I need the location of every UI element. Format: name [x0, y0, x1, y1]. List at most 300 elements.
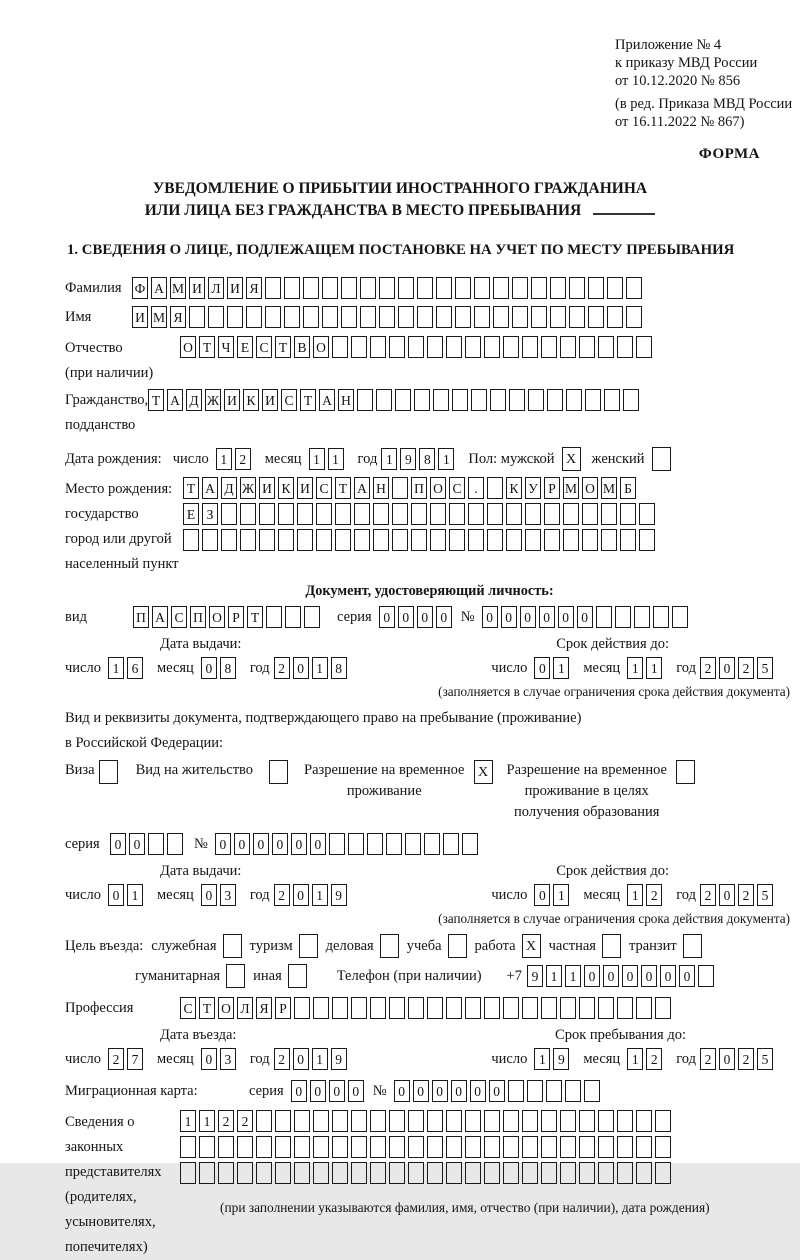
char-box[interactable]: А — [354, 477, 370, 499]
char-box[interactable] — [370, 336, 386, 358]
char-box[interactable] — [584, 1080, 600, 1102]
char-box[interactable]: 0 — [603, 965, 619, 987]
char-box[interactable] — [601, 503, 617, 525]
char-box[interactable]: 0 — [201, 884, 217, 906]
char-box[interactable]: Ж — [205, 389, 221, 411]
char-box[interactable]: Н — [373, 477, 389, 499]
char-box[interactable] — [278, 503, 294, 525]
purpose-option-checkbox[interactable] — [299, 934, 318, 958]
char-box[interactable]: Д — [186, 389, 202, 411]
char-box[interactable] — [427, 336, 443, 358]
char-box[interactable] — [332, 336, 348, 358]
char-box[interactable] — [672, 606, 688, 628]
char-box[interactable] — [565, 1080, 581, 1102]
char-box[interactable]: Т — [183, 477, 199, 499]
char-box[interactable] — [596, 606, 612, 628]
purpose-option-checkbox[interactable]: X — [522, 934, 541, 958]
char-box[interactable] — [266, 606, 282, 628]
char-box[interactable]: 1 — [627, 657, 643, 679]
char-box[interactable] — [199, 1136, 215, 1158]
char-box[interactable]: 1 — [627, 884, 643, 906]
char-box[interactable] — [237, 1136, 253, 1158]
char-box[interactable]: Б — [620, 477, 636, 499]
char-box[interactable]: 9 — [527, 965, 543, 987]
char-box[interactable]: А — [152, 606, 168, 628]
char-box[interactable] — [297, 503, 313, 525]
char-box[interactable]: Р — [228, 606, 244, 628]
char-box[interactable] — [626, 277, 642, 299]
char-box[interactable]: С — [180, 997, 196, 1019]
char-box[interactable] — [655, 1110, 671, 1132]
char-box[interactable] — [525, 503, 541, 525]
char-box[interactable] — [237, 1162, 253, 1184]
char-box[interactable] — [392, 503, 408, 525]
char-box[interactable]: Т — [247, 606, 263, 628]
char-box[interactable]: И — [259, 477, 275, 499]
char-box[interactable] — [335, 503, 351, 525]
char-box[interactable]: Ж — [240, 477, 256, 499]
char-box[interactable]: 0 — [436, 606, 452, 628]
char-box[interactable] — [370, 997, 386, 1019]
char-box[interactable] — [503, 336, 519, 358]
char-box[interactable]: Е — [183, 503, 199, 525]
char-box[interactable] — [294, 997, 310, 1019]
char-box[interactable] — [598, 997, 614, 1019]
char-box[interactable] — [544, 529, 560, 551]
char-box[interactable]: 0 — [253, 833, 269, 855]
char-box[interactable] — [620, 529, 636, 551]
char-box[interactable] — [465, 997, 481, 1019]
char-box[interactable] — [316, 503, 332, 525]
char-box[interactable] — [351, 1110, 367, 1132]
char-box[interactable] — [180, 1136, 196, 1158]
char-box[interactable] — [582, 503, 598, 525]
char-box[interactable] — [468, 503, 484, 525]
char-box[interactable]: 2 — [235, 448, 251, 470]
char-box[interactable] — [465, 1136, 481, 1158]
char-box[interactable] — [617, 1162, 633, 1184]
char-box[interactable] — [522, 1162, 538, 1184]
char-box[interactable] — [427, 1136, 443, 1158]
char-box[interactable] — [484, 1162, 500, 1184]
char-box[interactable] — [357, 389, 373, 411]
char-box[interactable]: 2 — [274, 1048, 290, 1070]
char-box[interactable] — [446, 1162, 462, 1184]
char-box[interactable]: 0 — [534, 657, 550, 679]
char-box[interactable] — [484, 336, 500, 358]
char-box[interactable] — [579, 997, 595, 1019]
char-box[interactable] — [522, 1110, 538, 1132]
char-box[interactable]: Ф — [132, 277, 148, 299]
char-box[interactable]: 1 — [312, 884, 328, 906]
male-checkbox[interactable]: X — [562, 447, 581, 471]
char-box[interactable]: Л — [208, 277, 224, 299]
char-box[interactable] — [398, 277, 414, 299]
char-box[interactable]: 2 — [700, 657, 716, 679]
char-box[interactable]: О — [218, 997, 234, 1019]
char-box[interactable]: 0 — [660, 965, 676, 987]
char-box[interactable] — [180, 1162, 196, 1184]
char-box[interactable] — [411, 503, 427, 525]
residence-permit-checkbox[interactable] — [269, 760, 288, 784]
char-box[interactable] — [395, 389, 411, 411]
char-box[interactable] — [329, 833, 345, 855]
char-box[interactable] — [408, 1110, 424, 1132]
char-box[interactable] — [446, 1110, 462, 1132]
char-box[interactable] — [550, 306, 566, 328]
char-box[interactable] — [531, 277, 547, 299]
char-box[interactable]: 0 — [329, 1080, 345, 1102]
char-box[interactable] — [634, 606, 650, 628]
char-box[interactable]: 9 — [331, 1048, 347, 1070]
char-box[interactable] — [411, 529, 427, 551]
char-box[interactable]: 1 — [565, 965, 581, 987]
temp-residence-education-checkbox[interactable] — [676, 760, 695, 784]
char-box[interactable] — [588, 306, 604, 328]
char-box[interactable] — [623, 389, 639, 411]
char-box[interactable]: 1 — [180, 1110, 196, 1132]
char-box[interactable]: 0 — [201, 657, 217, 679]
char-box[interactable]: 1 — [553, 884, 569, 906]
char-box[interactable] — [487, 529, 503, 551]
char-box[interactable]: . — [468, 477, 484, 499]
char-box[interactable] — [259, 503, 275, 525]
char-box[interactable] — [582, 529, 598, 551]
char-box[interactable]: Д — [221, 477, 237, 499]
char-box[interactable] — [218, 1162, 234, 1184]
char-box[interactable] — [636, 336, 652, 358]
char-box[interactable]: Т — [199, 336, 215, 358]
char-box[interactable] — [417, 277, 433, 299]
char-box[interactable] — [527, 1080, 543, 1102]
char-box[interactable] — [386, 833, 402, 855]
char-box[interactable]: 0 — [679, 965, 695, 987]
purpose-option-checkbox[interactable] — [602, 934, 621, 958]
char-box[interactable]: 2 — [738, 1048, 754, 1070]
char-box[interactable] — [617, 336, 633, 358]
char-box[interactable] — [487, 503, 503, 525]
char-box[interactable] — [427, 1110, 443, 1132]
char-box[interactable]: С — [171, 606, 187, 628]
char-box[interactable] — [360, 306, 376, 328]
char-box[interactable] — [653, 606, 669, 628]
char-box[interactable]: А — [167, 389, 183, 411]
char-box[interactable] — [294, 1110, 310, 1132]
char-box[interactable] — [490, 389, 506, 411]
char-box[interactable]: 7 — [127, 1048, 143, 1070]
char-box[interactable] — [484, 1110, 500, 1132]
char-box[interactable]: А — [151, 277, 167, 299]
purpose-option-checkbox[interactable] — [288, 964, 307, 988]
char-box[interactable]: Я — [170, 306, 186, 328]
char-box[interactable] — [560, 997, 576, 1019]
char-box[interactable] — [379, 277, 395, 299]
char-box[interactable] — [294, 1136, 310, 1158]
char-box[interactable]: 1 — [312, 657, 328, 679]
char-box[interactable]: 9 — [553, 1048, 569, 1070]
char-box[interactable] — [389, 336, 405, 358]
char-box[interactable]: З — [202, 503, 218, 525]
char-box[interactable] — [417, 306, 433, 328]
char-box[interactable] — [389, 1162, 405, 1184]
char-box[interactable]: 0 — [539, 606, 555, 628]
char-box[interactable]: 2 — [274, 884, 290, 906]
char-box[interactable]: К — [278, 477, 294, 499]
char-box[interactable] — [256, 1162, 272, 1184]
char-box[interactable]: Т — [275, 336, 291, 358]
char-box[interactable]: 8 — [419, 448, 435, 470]
char-box[interactable] — [392, 477, 408, 499]
char-box[interactable] — [304, 606, 320, 628]
char-box[interactable] — [585, 389, 601, 411]
char-box[interactable]: 0 — [293, 1048, 309, 1070]
char-box[interactable] — [275, 1110, 291, 1132]
char-box[interactable] — [579, 1110, 595, 1132]
char-box[interactable]: 1 — [546, 965, 562, 987]
char-box[interactable] — [541, 1136, 557, 1158]
char-box[interactable] — [639, 529, 655, 551]
char-box[interactable] — [221, 503, 237, 525]
char-box[interactable]: 0 — [641, 965, 657, 987]
char-box[interactable]: С — [281, 389, 297, 411]
char-box[interactable] — [639, 503, 655, 525]
char-box[interactable] — [449, 529, 465, 551]
char-box[interactable]: 0 — [291, 833, 307, 855]
char-box[interactable]: 2 — [646, 1048, 662, 1070]
char-box[interactable] — [259, 529, 275, 551]
char-box[interactable]: П — [133, 606, 149, 628]
char-box[interactable] — [449, 503, 465, 525]
char-box[interactable] — [427, 997, 443, 1019]
char-box[interactable]: 0 — [310, 1080, 326, 1102]
char-box[interactable] — [522, 1136, 538, 1158]
char-box[interactable]: 6 — [127, 657, 143, 679]
char-box[interactable] — [655, 997, 671, 1019]
char-box[interactable] — [208, 306, 224, 328]
char-box[interactable]: 0 — [470, 1080, 486, 1102]
char-box[interactable]: Р — [544, 477, 560, 499]
char-box[interactable] — [579, 1162, 595, 1184]
char-box[interactable] — [189, 306, 205, 328]
char-box[interactable]: Я — [256, 997, 272, 1019]
char-box[interactable] — [408, 1136, 424, 1158]
char-box[interactable]: Т — [300, 389, 316, 411]
char-box[interactable] — [408, 1162, 424, 1184]
char-box[interactable] — [367, 833, 383, 855]
char-box[interactable] — [392, 529, 408, 551]
char-box[interactable] — [297, 529, 313, 551]
char-box[interactable] — [313, 1162, 329, 1184]
char-box[interactable]: И — [132, 306, 148, 328]
char-box[interactable] — [636, 1162, 652, 1184]
char-box[interactable] — [509, 389, 525, 411]
char-box[interactable] — [332, 1136, 348, 1158]
char-box[interactable] — [265, 277, 281, 299]
char-box[interactable] — [278, 529, 294, 551]
char-box[interactable] — [256, 1136, 272, 1158]
char-box[interactable] — [598, 1110, 614, 1132]
char-box[interactable]: 0 — [432, 1080, 448, 1102]
char-box[interactable]: 0 — [558, 606, 574, 628]
char-box[interactable]: 2 — [108, 1048, 124, 1070]
purpose-option-checkbox[interactable] — [223, 934, 242, 958]
char-box[interactable]: К — [243, 389, 259, 411]
char-box[interactable] — [240, 529, 256, 551]
char-box[interactable] — [598, 1162, 614, 1184]
char-box[interactable] — [563, 529, 579, 551]
char-box[interactable] — [332, 997, 348, 1019]
char-box[interactable] — [446, 997, 462, 1019]
char-box[interactable] — [294, 1162, 310, 1184]
char-box[interactable] — [275, 1162, 291, 1184]
char-box[interactable] — [569, 277, 585, 299]
char-box[interactable] — [474, 306, 490, 328]
char-box[interactable] — [433, 389, 449, 411]
char-box[interactable]: Е — [237, 336, 253, 358]
char-box[interactable] — [560, 1110, 576, 1132]
char-box[interactable]: 0 — [291, 1080, 307, 1102]
char-box[interactable] — [322, 277, 338, 299]
char-box[interactable] — [506, 503, 522, 525]
char-box[interactable]: Т — [335, 477, 351, 499]
char-box[interactable]: С — [449, 477, 465, 499]
char-box[interactable]: 1 — [216, 448, 232, 470]
char-box[interactable]: Р — [275, 997, 291, 1019]
char-box[interactable] — [620, 503, 636, 525]
char-box[interactable]: 0 — [719, 657, 735, 679]
char-box[interactable] — [541, 1110, 557, 1132]
char-box[interactable] — [506, 529, 522, 551]
char-box[interactable] — [354, 529, 370, 551]
char-box[interactable]: 1 — [534, 1048, 550, 1070]
char-box[interactable]: 1 — [381, 448, 397, 470]
char-box[interactable] — [598, 1136, 614, 1158]
char-box[interactable] — [354, 503, 370, 525]
char-box[interactable]: 0 — [501, 606, 517, 628]
char-box[interactable] — [351, 1136, 367, 1158]
char-box[interactable] — [607, 306, 623, 328]
char-box[interactable] — [465, 1162, 481, 1184]
char-box[interactable] — [604, 389, 620, 411]
char-box[interactable] — [566, 389, 582, 411]
char-box[interactable]: 5 — [757, 657, 773, 679]
char-box[interactable] — [522, 997, 538, 1019]
char-box[interactable] — [332, 1110, 348, 1132]
char-box[interactable]: И — [297, 477, 313, 499]
char-box[interactable]: М — [563, 477, 579, 499]
char-box[interactable] — [569, 306, 585, 328]
char-box[interactable] — [443, 833, 459, 855]
char-box[interactable] — [183, 529, 199, 551]
char-box[interactable]: 0 — [622, 965, 638, 987]
char-box[interactable]: 0 — [584, 965, 600, 987]
char-box[interactable] — [379, 306, 395, 328]
char-box[interactable] — [313, 1110, 329, 1132]
char-box[interactable] — [474, 277, 490, 299]
char-box[interactable]: 1 — [127, 884, 143, 906]
char-box[interactable]: 0 — [413, 1080, 429, 1102]
char-box[interactable] — [240, 503, 256, 525]
char-box[interactable] — [265, 306, 281, 328]
char-box[interactable] — [560, 336, 576, 358]
char-box[interactable]: 1 — [199, 1110, 215, 1132]
char-box[interactable]: 1 — [309, 448, 325, 470]
char-box[interactable]: 0 — [310, 833, 326, 855]
char-box[interactable] — [626, 306, 642, 328]
char-box[interactable] — [405, 833, 421, 855]
purpose-option-checkbox[interactable] — [380, 934, 399, 958]
char-box[interactable] — [285, 606, 301, 628]
char-box[interactable] — [636, 1110, 652, 1132]
char-box[interactable] — [389, 1110, 405, 1132]
char-box[interactable]: 2 — [274, 657, 290, 679]
char-box[interactable] — [547, 389, 563, 411]
char-box[interactable]: 0 — [489, 1080, 505, 1102]
char-box[interactable]: 1 — [328, 448, 344, 470]
char-box[interactable]: М — [601, 477, 617, 499]
char-box[interactable] — [389, 1136, 405, 1158]
char-box[interactable] — [351, 336, 367, 358]
char-box[interactable]: С — [256, 336, 272, 358]
char-box[interactable] — [373, 503, 389, 525]
temp-residence-checkbox[interactable]: X — [474, 760, 493, 784]
char-box[interactable] — [579, 336, 595, 358]
char-box[interactable]: 9 — [331, 884, 347, 906]
char-box[interactable] — [512, 277, 528, 299]
char-box[interactable] — [332, 1162, 348, 1184]
char-box[interactable] — [636, 1136, 652, 1158]
char-box[interactable]: 2 — [700, 884, 716, 906]
char-box[interactable] — [322, 306, 338, 328]
char-box[interactable]: 0 — [417, 606, 433, 628]
char-box[interactable]: 0 — [520, 606, 536, 628]
char-box[interactable]: Л — [237, 997, 253, 1019]
char-box[interactable]: 1 — [438, 448, 454, 470]
char-box[interactable]: 8 — [220, 657, 236, 679]
char-box[interactable] — [389, 997, 405, 1019]
char-box[interactable]: 0 — [215, 833, 231, 855]
visa-checkbox[interactable] — [99, 760, 118, 784]
char-box[interactable]: О — [209, 606, 225, 628]
char-box[interactable]: 1 — [108, 657, 124, 679]
char-box[interactable] — [376, 389, 392, 411]
char-box[interactable]: У — [525, 477, 541, 499]
char-box[interactable]: 0 — [348, 1080, 364, 1102]
char-box[interactable]: 1 — [312, 1048, 328, 1070]
char-box[interactable]: 0 — [293, 657, 309, 679]
char-box[interactable]: 3 — [220, 1048, 236, 1070]
char-box[interactable] — [541, 997, 557, 1019]
char-box[interactable] — [455, 306, 471, 328]
char-box[interactable] — [546, 1080, 562, 1102]
char-box[interactable]: В — [294, 336, 310, 358]
char-box[interactable]: 5 — [757, 1048, 773, 1070]
char-box[interactable]: О — [313, 336, 329, 358]
char-box[interactable]: 0 — [482, 606, 498, 628]
char-box[interactable] — [313, 1136, 329, 1158]
char-box[interactable] — [607, 277, 623, 299]
char-box[interactable]: М — [170, 277, 186, 299]
char-box[interactable] — [436, 277, 452, 299]
char-box[interactable] — [484, 997, 500, 1019]
char-box[interactable] — [284, 277, 300, 299]
char-box[interactable] — [256, 1110, 272, 1132]
char-box[interactable] — [452, 389, 468, 411]
char-box[interactable] — [560, 1162, 576, 1184]
char-box[interactable]: 2 — [237, 1110, 253, 1132]
char-box[interactable] — [563, 503, 579, 525]
char-box[interactable] — [465, 336, 481, 358]
